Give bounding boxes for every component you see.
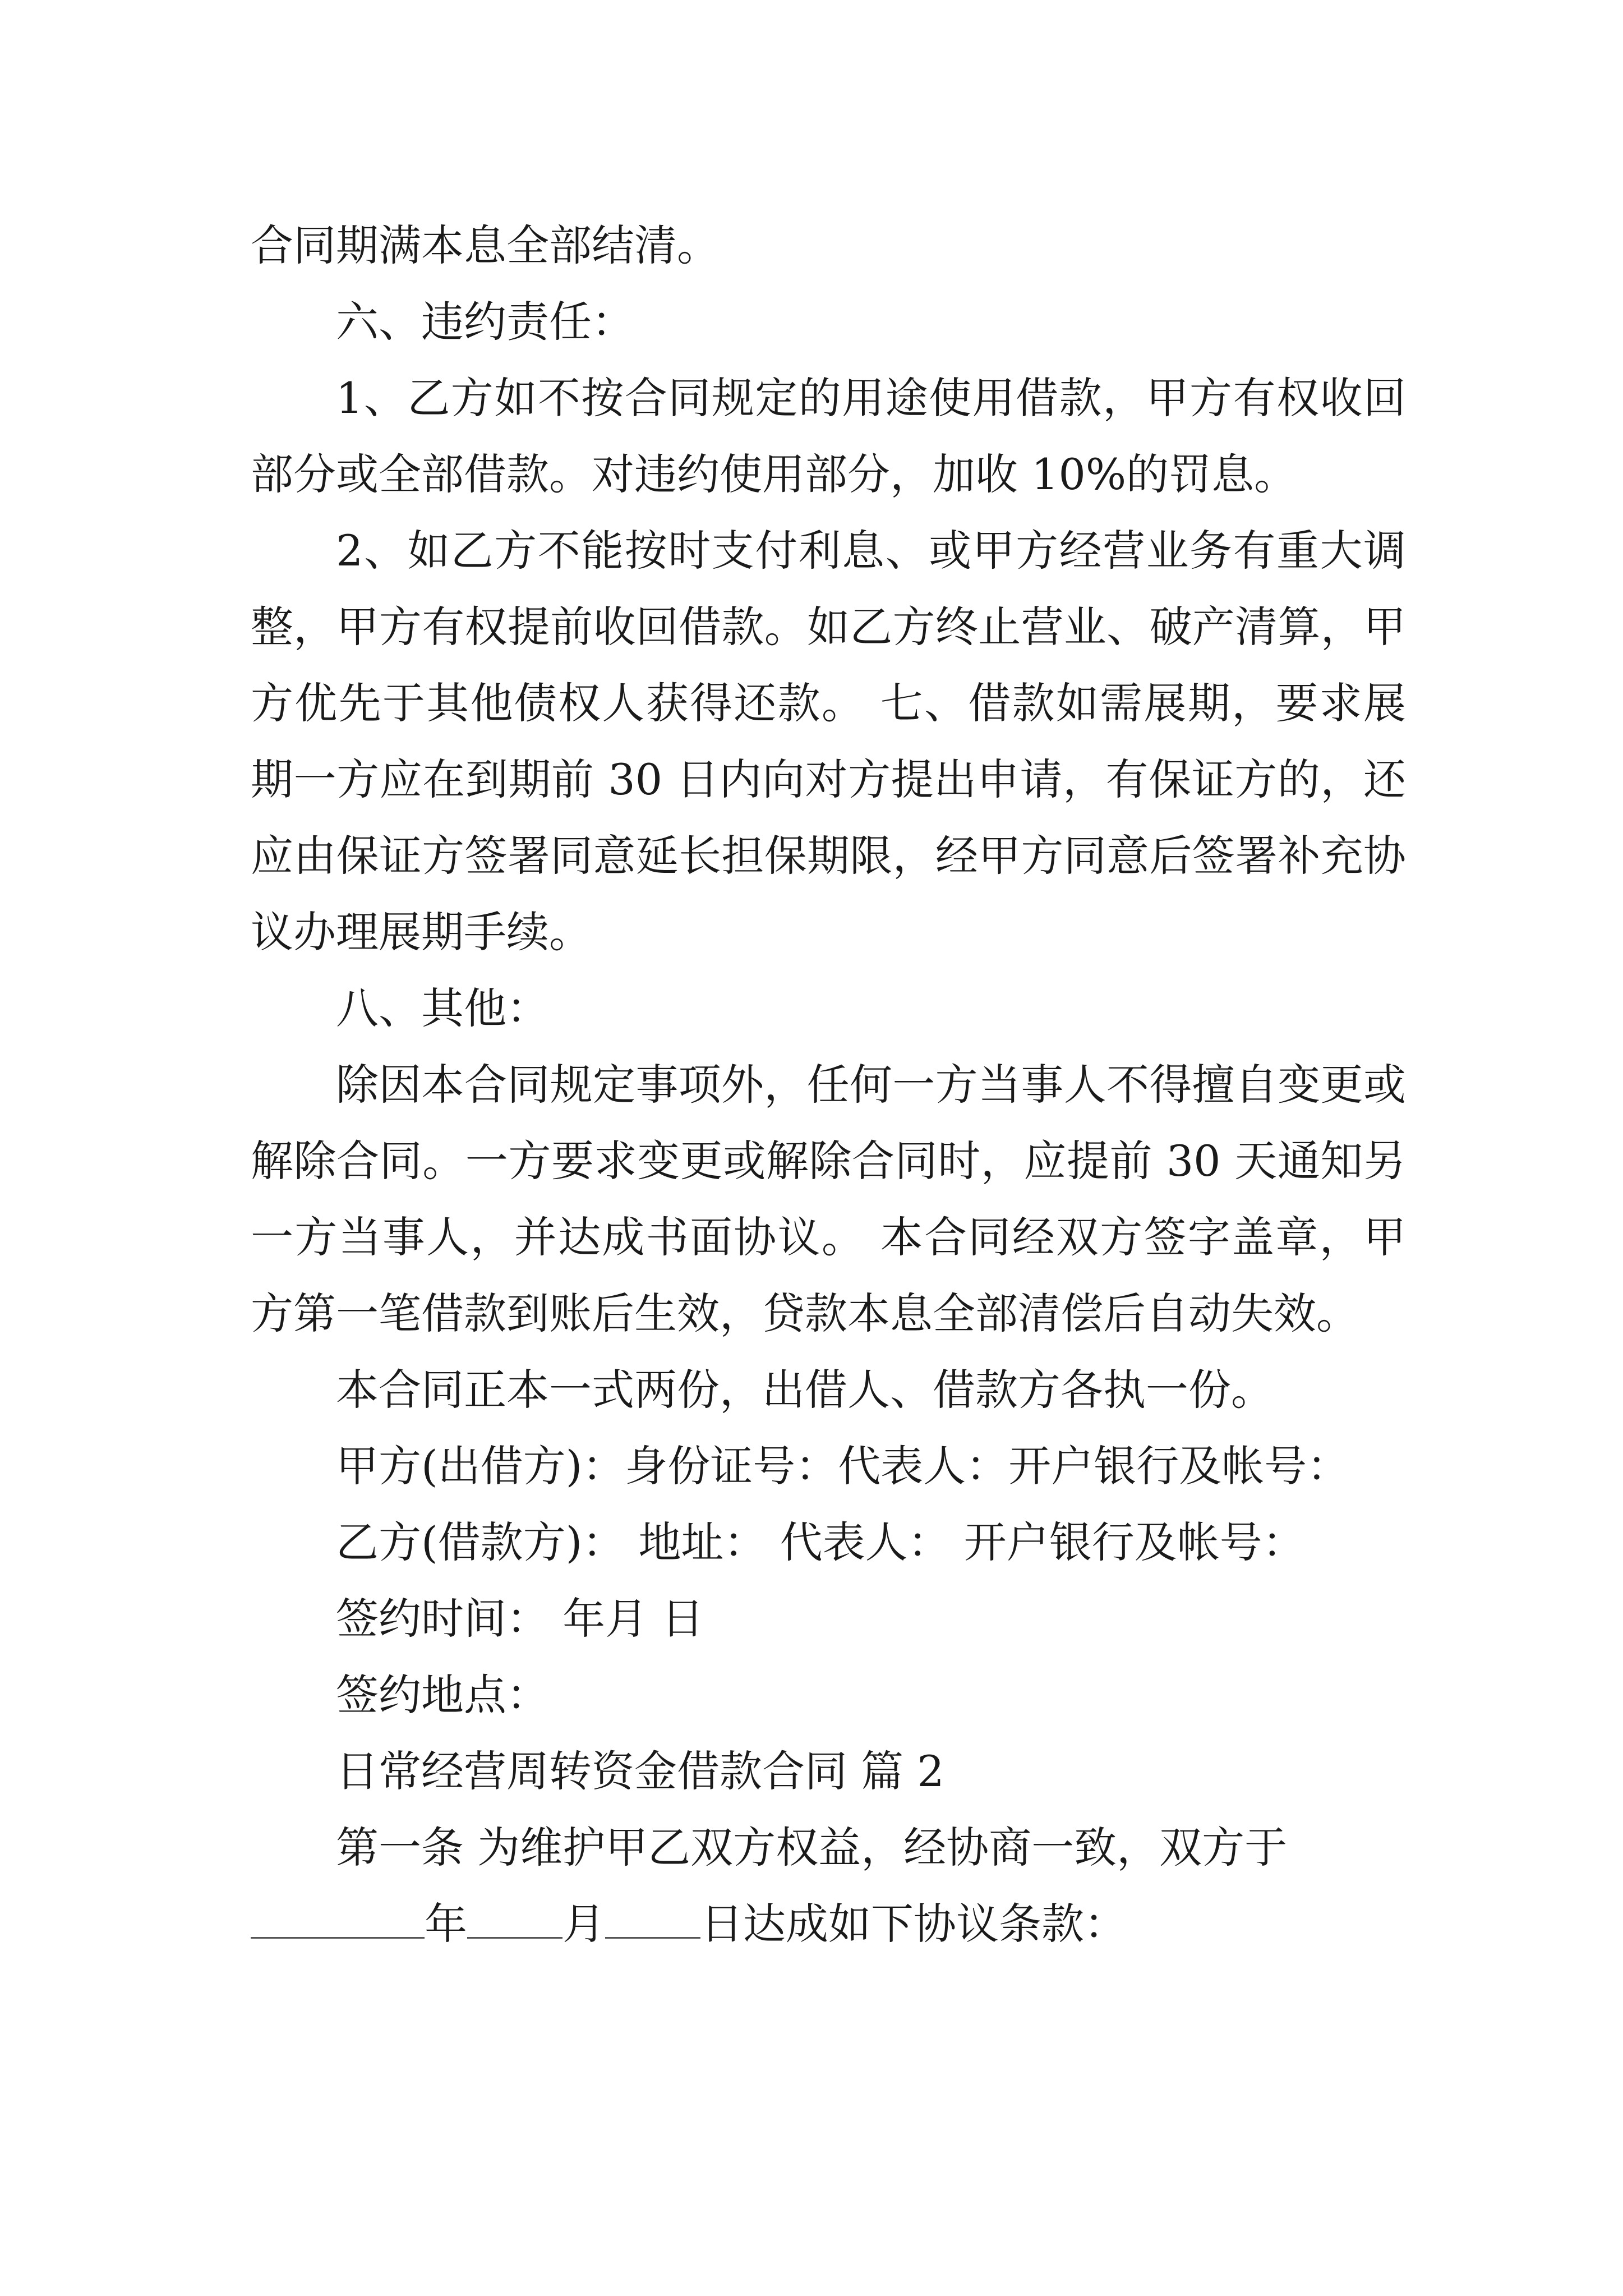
day-blank	[605, 1898, 700, 1939]
clause-modification: 除因本合同规定事项外，任何一方当事人不得擅自变更或解除合同。一方要求变更或解除合同时，应提前 30 天通知另一方当事人，并达成书面协议。 本合同经双方签字盖章，甲方第一笔借款到账后生效，贷款本息全部清偿后自动失效。	[251, 1060, 1406, 1338]
signing-place-line: 签约地点：	[336, 1670, 549, 1720]
year-blank	[251, 1898, 425, 1939]
month-blank	[467, 1898, 562, 1939]
paragraph-settlement: 合同期满本息全部结清。	[251, 220, 720, 270]
agreement-date-line	[251, 1886, 1406, 1962]
contract-text	[251, 208, 1406, 1962]
signing-date-line: 签约时间： 年月 日	[336, 1594, 704, 1644]
party-b-line: 乙方(借款方)： 地址： 代表人： 开户银行及帐号：	[336, 1517, 1305, 1567]
clause-early-recall: 2、如乙方不能按时支付利息、或甲方经营业务有重大调整，甲方有权提前收回借款。如乙方终止营业、破产清算，甲方优先于其他债权人获得还款。 七、借款如需展期，要求展期一方应在到期前 30 日内向对方提出申请，有保证方的，还应由保证方签署同意延长担保期限，经甲方同意后签署补充协议办理展期手续。	[251, 526, 1406, 957]
heading-breach-liability: 六、违约责任：	[336, 297, 634, 347]
year-label: 年	[425, 1899, 467, 1949]
month-label: 月	[562, 1899, 605, 1949]
section-title-part-2: 日常经营周转资金借款合同 篇 2	[336, 1746, 944, 1796]
heading-other: 八、其他：	[336, 983, 549, 1033]
clause-misuse-of-loan: 1、乙方如不按合同规定的用途使用借款，甲方有权收回部分或全部借款。对违约使用部分，加收 10%的罚息。	[251, 373, 1406, 499]
day-suffix: 日达成如下协议条款：	[700, 1899, 1127, 1949]
clause-copies: 本合同正本一式两份，出借人、借款方各执一份。	[336, 1365, 1274, 1415]
article-one: 第一条 为维护甲乙双方权益，经协商一致，双方于	[336, 1823, 1288, 1872]
party-a-line: 甲方(出借方)：身份证号：代表人：开户银行及帐号：	[336, 1441, 1350, 1491]
